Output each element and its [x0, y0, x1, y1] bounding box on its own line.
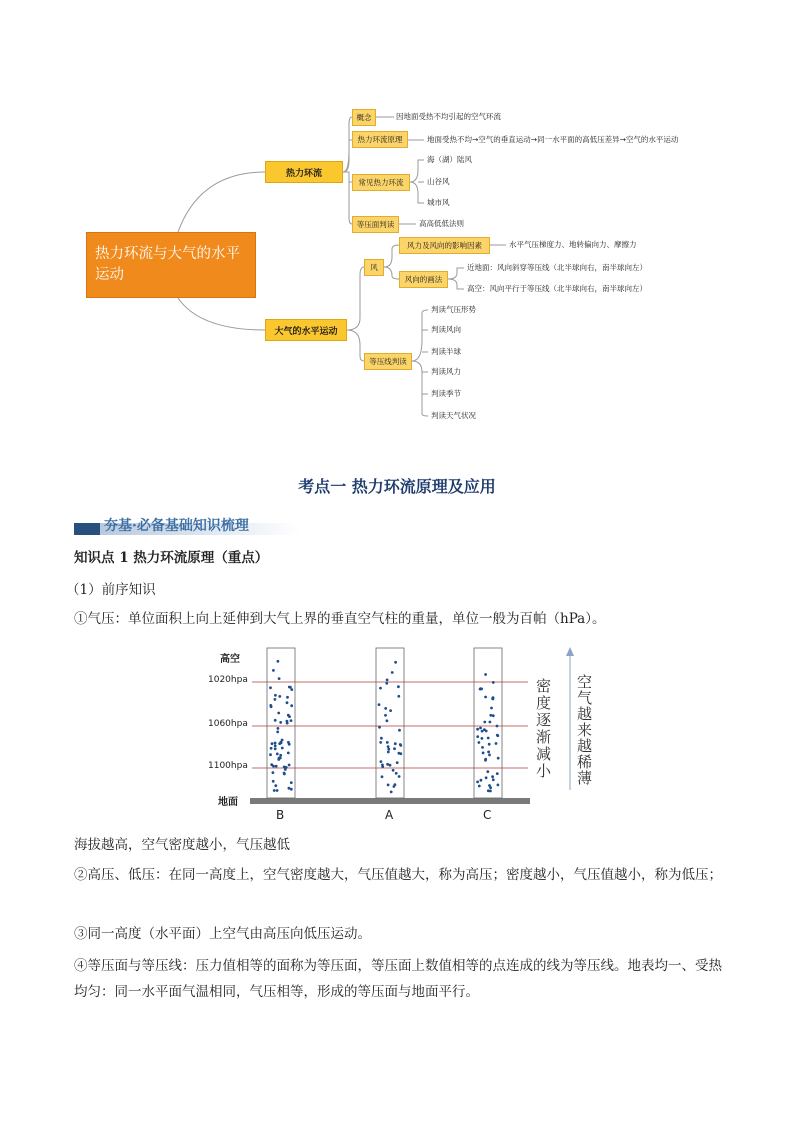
air-molecule-dot	[384, 707, 387, 710]
air-molecule-dot	[399, 744, 402, 747]
air-molecule-dot	[288, 764, 291, 767]
air-molecule-dot	[483, 721, 486, 724]
upward-arrow-head	[566, 647, 574, 656]
air-molecule-dot	[489, 786, 492, 789]
air-molecule-dot	[479, 727, 482, 730]
air-molecule-dot	[288, 787, 291, 790]
air-molecule-dot	[272, 771, 275, 774]
air-molecule-dot	[290, 788, 293, 791]
air-molecule-dot	[290, 704, 293, 707]
air-molecule-dot	[277, 727, 280, 730]
knowledge-point-heading: 知识点 1 热力环流原理（重点）	[74, 550, 269, 566]
air-molecule-dot	[397, 685, 400, 688]
air-molecule-dot	[279, 754, 282, 757]
column-label-b: B	[276, 808, 285, 822]
air-molecule-dot	[279, 757, 282, 760]
air-molecule-dot	[492, 681, 495, 684]
air-molecule-dot	[387, 784, 390, 787]
leaf-isobaric-rule: 高高低低法则	[419, 219, 464, 228]
leaf-weather: 判读天气状况	[431, 411, 476, 420]
air-molecule-dot	[496, 734, 499, 737]
air-molecule-dot	[496, 725, 499, 728]
air-molecule-dot	[274, 694, 277, 697]
air-molecule-dot	[492, 714, 495, 717]
leaf-season: 判读季节	[431, 389, 461, 398]
air-molecule-dot	[497, 784, 500, 787]
ground-bar	[250, 798, 530, 804]
air-molecule-dot	[274, 742, 277, 745]
air-molecule-dot	[290, 719, 293, 722]
leaf-hemisphere: 判读半球	[431, 347, 461, 356]
air-molecule-dot	[491, 775, 494, 778]
air-molecule-dot	[482, 752, 485, 755]
air-molecule-dot	[484, 696, 487, 699]
air-molecule-dot	[269, 753, 272, 756]
air-molecule-dot	[274, 698, 277, 701]
air-molecule-dot	[476, 781, 479, 784]
air-molecule-dot	[384, 714, 387, 717]
air-molecule-dot	[397, 695, 400, 698]
air-molecule-dot	[398, 729, 401, 732]
air-molecule-dot	[496, 772, 499, 775]
leaf-principle: 地面受热不均→空气的垂直运动→同一水平面的高低压差异→空气的水平运动	[427, 135, 679, 144]
air-molecule-dot	[278, 677, 281, 680]
air-molecule-dot	[476, 728, 479, 731]
air-molecule-dot	[380, 737, 383, 740]
air-molecule-dot	[478, 741, 481, 744]
air-molecule-dot	[489, 714, 492, 717]
item-air-pressure: ①气压：单位面积上向上延伸到大气上界的垂直空气柱的重量，单位一般为百帕（hPa）。	[74, 611, 606, 627]
air-molecule-dot	[272, 669, 275, 672]
air-molecule-dot	[398, 775, 401, 778]
air-molecule-dot	[387, 745, 390, 748]
air-molecule-dot	[399, 752, 402, 755]
air-molecule-dot	[484, 673, 487, 676]
air-molecule-dot	[271, 742, 274, 745]
label-1100: 1100hpa	[208, 761, 248, 771]
air-molecule-dot	[479, 688, 482, 691]
air-molecule-dot	[281, 747, 284, 750]
air-molecule-dot	[286, 720, 289, 723]
air-molecule-dot	[483, 728, 486, 731]
air-molecule-dot	[378, 726, 381, 729]
node-horizontal-motion: 大气的水平运动	[265, 319, 347, 341]
air-molecule-dot	[274, 744, 277, 747]
air-molecule-dot	[476, 735, 479, 738]
air-molecule-dot	[480, 779, 483, 782]
air-molecule-dot	[392, 769, 395, 772]
air-molecule-dot	[386, 741, 389, 744]
air-molecule-dot	[487, 751, 490, 754]
air-molecule-dot	[381, 775, 384, 778]
node-thermal-circulation: 热力环流	[265, 161, 343, 183]
node-isobar-reading: 等压线判读	[364, 353, 412, 370]
air-molecule-dot	[478, 785, 481, 788]
air-molecule-dot	[279, 721, 282, 724]
item-high-low-pressure: ②高压、低压：在同一高度上，空气密度越大，气压值越大，称为高压；密度越小，气压值越小，称为低压；	[74, 867, 722, 883]
label-high-altitude: 高空	[220, 654, 240, 665]
leaf-urban-wind: 城市风	[427, 198, 450, 207]
air-molecule-dot	[389, 764, 392, 767]
air-molecule-dot	[386, 763, 389, 766]
mind-map-root: 热力环流与大气的水平运动	[86, 232, 256, 298]
air-molecule-dot	[272, 780, 275, 783]
air-molecules	[269, 660, 500, 793]
air-molecule-dot	[386, 679, 389, 682]
node-wind: 风	[364, 259, 384, 276]
air-molecule-dot	[481, 737, 484, 740]
air-molecule-dot	[286, 696, 289, 699]
air-molecule-dot	[278, 742, 281, 745]
air-molecule-dot	[290, 781, 293, 784]
label-ground: 地面	[218, 797, 238, 808]
banner-text: 夯基·必备基础知识梳理	[104, 518, 249, 534]
subsection-heading: （1）前序知识	[66, 582, 156, 598]
column-label-c: C	[483, 808, 492, 822]
air-molecule-dot	[490, 707, 493, 710]
air-molecule-dot	[385, 682, 388, 685]
node-principle: 热力环流原理	[352, 131, 408, 148]
air-molecule-dot	[489, 721, 492, 724]
node-wind-factors: 风力及风向的影响因素	[399, 237, 490, 254]
section-title: 考点一 热力环流原理及应用	[298, 477, 496, 496]
air-molecule-dot	[481, 730, 484, 733]
air-molecule-dot	[283, 772, 286, 775]
air-molecule-dot	[391, 671, 394, 674]
air-molecule-dot	[380, 760, 383, 763]
air-molecule-dot	[277, 660, 280, 663]
air-molecule-dot	[286, 701, 289, 704]
leaf-near-surface-wind: 近地面：风向斜穿等压线（北半球向右，南半球向左）	[467, 263, 647, 272]
air-molecule-dot	[287, 714, 290, 717]
leaf-wind-direction: 判读风向	[431, 325, 461, 334]
air-molecule-dot	[275, 765, 278, 768]
air-molecule-dot	[276, 789, 279, 792]
leaf-concept: 因地面受热不均引起的空气环流	[396, 112, 501, 121]
node-common-circulation: 常见热力环流	[352, 174, 410, 191]
air-molecule-dot	[394, 661, 397, 664]
node-wind-drawing: 风向的画法	[399, 271, 448, 288]
air-molecule-dot	[274, 747, 277, 750]
air-molecule-dot	[270, 747, 273, 750]
air-molecule-dot	[487, 737, 490, 740]
air-molecule-dot	[386, 719, 389, 722]
label-1060: 1060hpa	[208, 719, 248, 729]
section-banner	[74, 515, 300, 535]
node-isobaric-surface: 等压面判读	[352, 216, 399, 233]
leaf-mountain-valley-breeze: 山谷风	[427, 177, 450, 186]
air-column-c	[474, 648, 502, 798]
air-molecule-dot	[394, 742, 397, 745]
air-molecule-dot	[485, 776, 488, 779]
item-air-motion: ③同一高度（水平面）上空气由高压向低压运动。	[74, 926, 371, 942]
air-molecule-dot	[395, 772, 398, 775]
leaf-wind-factors: 水平气压梯度力、地转偏向力、摩擦力	[509, 240, 637, 249]
air-molecule-dot	[381, 765, 384, 768]
air-molecule-dot	[389, 709, 392, 712]
air-molecule-dot	[488, 754, 491, 757]
diagram-caption: 海拔越高，空气密度越小，气压越低	[74, 837, 290, 853]
air-molecule-dot	[379, 741, 382, 744]
leaf-upper-wind: 高空：风向平行于等压线（北半球向右，南半球向左）	[467, 284, 647, 293]
air-molecule-dot	[393, 747, 396, 750]
air-molecule-dot	[379, 687, 382, 690]
air-molecule-dot	[491, 697, 494, 700]
air-molecule-dot	[276, 731, 279, 734]
label-1020: 1020hpa	[208, 675, 248, 685]
air-molecule-dot	[390, 791, 393, 794]
label-air-thinner: 空气越来越稀薄	[577, 673, 593, 787]
air-molecule-dot	[272, 765, 275, 768]
air-molecule-dot	[288, 743, 291, 746]
air-molecule-dot	[486, 770, 489, 773]
air-molecule-dot	[378, 703, 381, 706]
leaf-wind-force: 判读风力	[431, 367, 461, 376]
air-molecule-dot	[492, 778, 495, 781]
air-molecule-dot	[484, 759, 487, 762]
air-molecule-dot	[387, 751, 390, 754]
air-molecule-dot	[287, 752, 290, 755]
air-molecule-dot	[269, 686, 272, 689]
air-molecule-dot	[277, 712, 280, 715]
node-concept: 概念	[352, 109, 376, 126]
air-molecule-dot	[273, 789, 276, 792]
column-label-a: A	[385, 808, 394, 822]
air-molecule-dot	[284, 768, 287, 771]
air-molecule-dot	[497, 757, 500, 760]
banner-bar	[74, 523, 100, 535]
air-molecule-dot	[495, 742, 498, 745]
air-molecule-dot	[488, 743, 491, 746]
item-isobaric-surface: ④等压面与等压线：压力值相等的面称为等压面，等压面上数值相等的点连成的线为等压线。地表均一、受热均匀：同一水平面气温相同，气压相等，形成的等压面与地面平行。	[74, 958, 722, 1000]
air-molecule-dot	[276, 753, 279, 756]
air-molecule-dot	[290, 688, 293, 691]
air-molecule-dot	[481, 746, 484, 749]
air-molecule-dot	[278, 695, 281, 698]
air-molecule-dot	[394, 783, 397, 786]
air-molecule-dot	[269, 704, 272, 707]
air-molecule-dot	[387, 748, 390, 751]
mind-map	[0, 0, 794, 440]
label-density-decrease: 密度逐渐减小	[536, 677, 552, 780]
air-molecule-dot	[274, 784, 277, 787]
air-molecule-dot	[396, 761, 399, 764]
air-molecule-dot	[274, 719, 277, 722]
pressure-diagram	[200, 644, 600, 826]
leaf-pressure-pattern: 判读气压形势	[431, 305, 476, 314]
leaf-sea-land-breeze: 海（湖）陆风	[427, 155, 472, 164]
air-molecule-dot	[489, 790, 492, 793]
